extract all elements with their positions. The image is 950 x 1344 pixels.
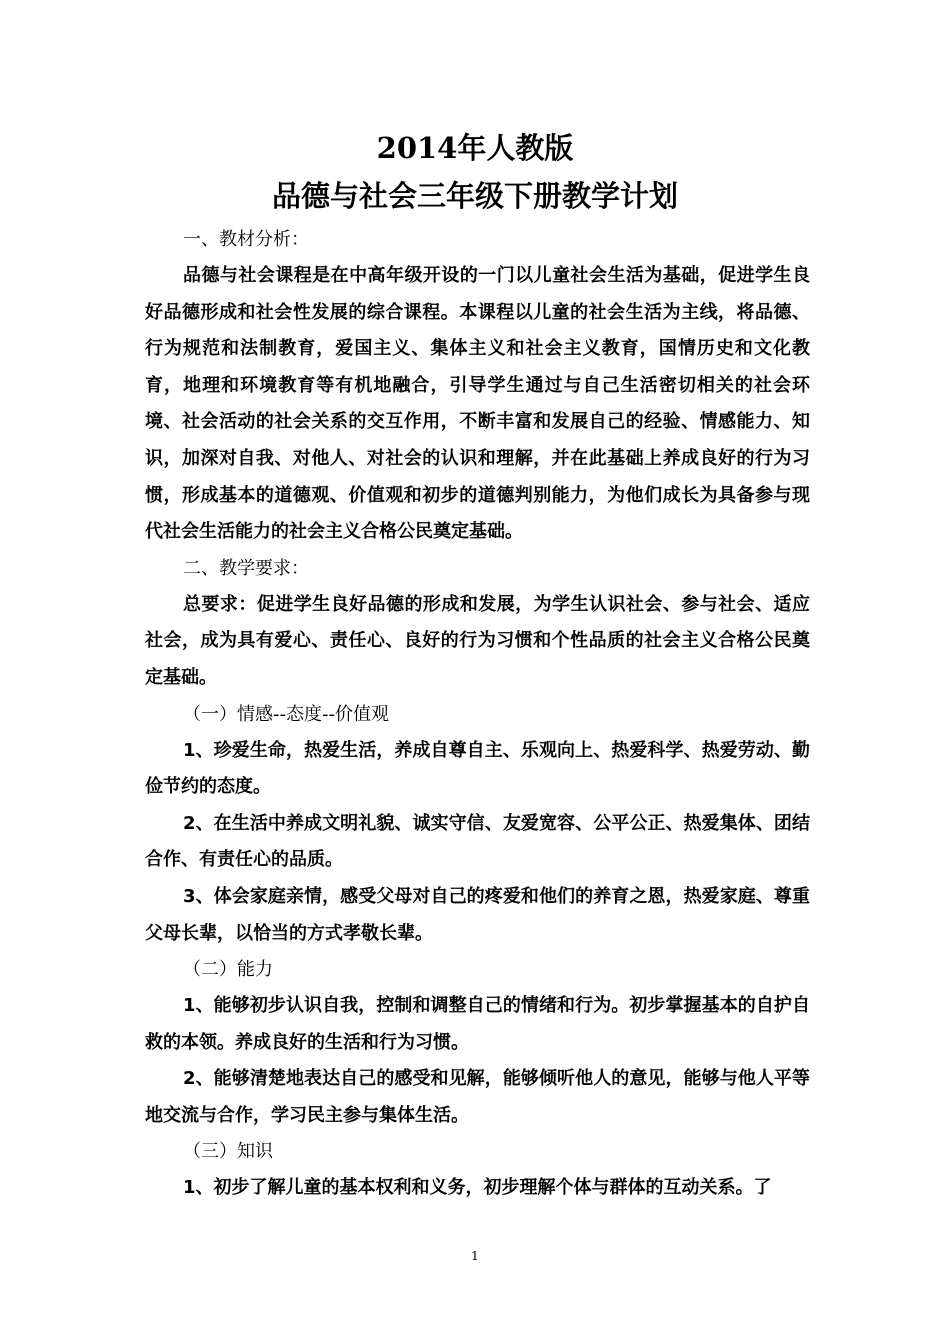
document-body bbox=[145, 222, 810, 1207]
page-number: 1 bbox=[471, 1249, 479, 1263]
subsection-heading-knowledge: （三）知识 bbox=[183, 1141, 273, 1163]
paragraph-textbook-analysis: 品德与社会课程是在中高年级开设的一门以儿童社会生活为基础，促进学生良好品德形成和社会性发展的综合课程。本课程以儿童的社会生活为主线，将品德、行为规范和法制教育，爱国主义、集体主义和社会主义教育，国情历史和文化教育，地理和环境教育等有机地融合，引导学生通过与自己生活密切相关的社会环境、社会活动的社会关系的交互作用，不断丰富和发展自己的经验、情感能力、知识，加深对自我、对他人、对社会的认识和理解，并在此基础上养成良好的行为习惯，形成基本的道德观、价值观和初步的道德判别能力，为他们成长为具备参与现代社会生活能力的社会主义合格公民奠定基础。 bbox=[145, 265, 810, 543]
title-block bbox=[0, 126, 950, 218]
list-item: 2、在生活中养成文明礼貌、诚实守信、友爱宽容、公平公正、热爱集体、团结合作、有责任心的品质。 bbox=[145, 812, 810, 871]
list-item: 1、初步了解儿童的基本权利和义务，初步理解个体与群体的互动关系。了 bbox=[183, 1177, 772, 1199]
paragraph-general-requirement: 总要求：促进学生良好品德的形成和发展，为学生认识社会、参与社会、适应社会，成为具有爱心、责任心、良好的行为习惯和个性品质的社会主义合格公民奠定基础。 bbox=[145, 593, 810, 688]
subsection-heading-ability: （二）能力 bbox=[183, 959, 273, 981]
section-heading-teaching-requirements: 二、教学要求： bbox=[183, 557, 309, 579]
section-heading-textbook-analysis: 一、教材分析： bbox=[183, 229, 309, 250]
list-item: 1、能够初步认识自我，控制和调整自己的情绪和行为。初步掌握基本的自护自救的本领。养成良好的生活和行为习惯。 bbox=[145, 995, 810, 1053]
list-item: 1、珍爱生命，热爱生活，养成自尊自主、乐观向上、热爱科学、热爱劳动、勤俭节约的态度。 bbox=[145, 739, 810, 798]
list-item: 2、能够清楚地表达自己的感受和见解，能够倾听他人的意见，能够与他人平等地交流与合作，学习民主参与集体生活。 bbox=[145, 1068, 810, 1126]
document-subtitle: 品德与社会三年级下册教学计划 bbox=[271, 179, 678, 213]
document-title: 2014年人教版 bbox=[376, 131, 574, 165]
list-item: 3、体会家庭亲情，感受父母对自己的疼爱和他们的养育之恩，热爱家庭、尊重父母长辈，以恰当的方式孝敬长辈。 bbox=[145, 885, 810, 944]
subsection-heading-emotion-attitude-values: （一）情感--态度--价值观 bbox=[183, 703, 389, 725]
